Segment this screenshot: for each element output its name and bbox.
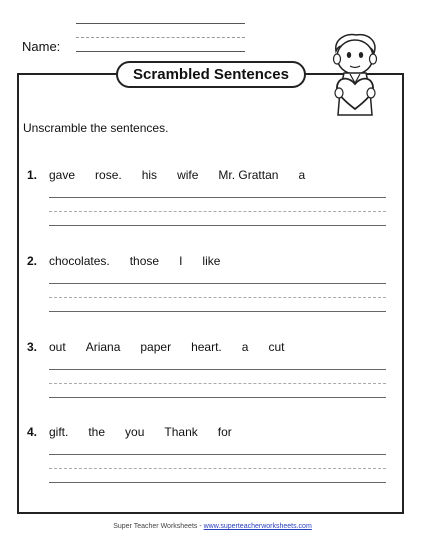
- question-number: 1.: [27, 168, 38, 182]
- word: chocolates.: [49, 254, 110, 268]
- answer-line-guide: [49, 211, 386, 212]
- word: gave: [49, 168, 76, 182]
- word: gift.: [49, 425, 69, 439]
- word: paper: [140, 340, 172, 354]
- footer-text: Super Teacher Worksheets -: [113, 523, 202, 530]
- word: out: [49, 340, 66, 354]
- footer-link[interactable]: www.superteacherworksheets.com: [203, 523, 312, 530]
- worksheet-title: Scrambled Sentences: [116, 61, 306, 88]
- name-label: Name:: [22, 39, 61, 54]
- word: I: [179, 254, 183, 268]
- answer-line-bottom[interactable]: [49, 482, 386, 483]
- word: you: [125, 425, 145, 439]
- word: wife: [177, 168, 199, 182]
- word: heart.: [191, 340, 222, 354]
- word: those: [129, 254, 160, 268]
- question-number: 2.: [27, 254, 38, 268]
- answer-line-bottom[interactable]: [49, 397, 386, 398]
- word: the: [88, 425, 106, 439]
- worksheet-frame: [17, 73, 404, 514]
- word: rose.: [95, 168, 122, 182]
- question-number: 3.: [27, 340, 38, 354]
- word: Ariana: [85, 340, 121, 354]
- answer-line-top[interactable]: [49, 283, 386, 284]
- boy-holding-heart-icon: [322, 31, 390, 119]
- answer-line-top[interactable]: [49, 197, 386, 198]
- footer: [0, 523, 425, 530]
- question-number: 4.: [27, 425, 38, 439]
- word: a: [298, 168, 306, 182]
- answer-line-bottom[interactable]: [49, 311, 386, 312]
- answer-line-top[interactable]: [49, 369, 386, 370]
- answer-line-bottom[interactable]: [49, 225, 386, 226]
- answer-line-guide: [49, 383, 386, 384]
- word: like: [202, 254, 221, 268]
- scrambled-words: [49, 340, 284, 354]
- word: Thank: [164, 425, 198, 439]
- scrambled-words: [49, 425, 232, 439]
- answer-line-top[interactable]: [49, 454, 386, 455]
- scrambled-words: [49, 254, 220, 268]
- word: a: [241, 340, 249, 354]
- word: his: [141, 168, 158, 182]
- answer-line-guide: [49, 468, 386, 469]
- word: cut: [268, 340, 285, 354]
- name-field-line[interactable]: [76, 51, 245, 52]
- word: Mr. Grattan: [218, 168, 279, 182]
- answer-line-guide: [49, 297, 386, 298]
- scrambled-words: [49, 168, 305, 182]
- name-line-guide: [76, 37, 245, 38]
- instructions: Unscramble the sentences.: [23, 121, 169, 135]
- word: for: [217, 425, 232, 439]
- name-line-top: [76, 23, 245, 24]
